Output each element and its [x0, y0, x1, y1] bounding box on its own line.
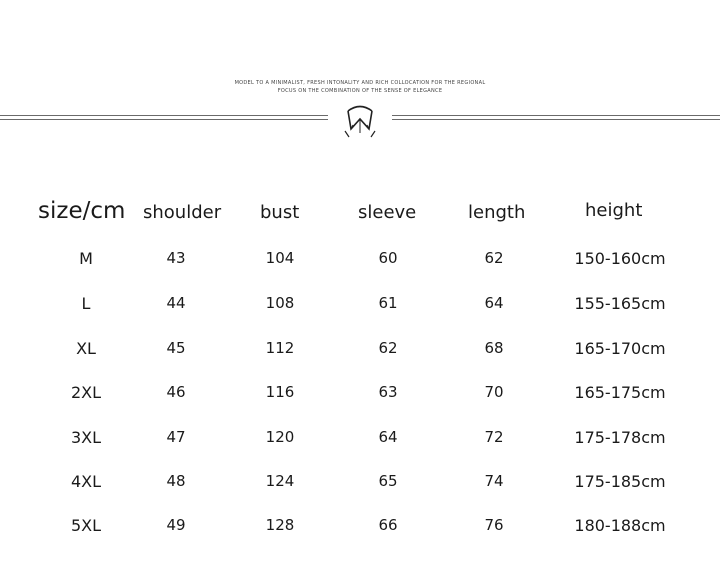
length-cell: 64 — [484, 294, 504, 312]
shoulder-cell: 46 — [166, 383, 186, 401]
bust-cell: 104 — [265, 249, 295, 267]
tagline-line-1: MODEL TO A MINIMALIST, FRESH INTONALITY AND RICH COLLOCATION FOR THE REGIONAL — [234, 80, 486, 86]
size-cell: XL — [76, 339, 96, 358]
tagline-line-2: FOCUS ON THE COMBINATION OF THE SENSE OF ELEGANCE — [277, 88, 443, 94]
height-cell: 150-160cm — [574, 249, 666, 268]
length-cell: 70 — [484, 383, 504, 401]
sleeve-cell: 66 — [378, 516, 398, 534]
left-rule-top — [0, 115, 328, 116]
bust-header: bust — [260, 202, 300, 223]
length-header: length — [468, 202, 526, 223]
shoulder-header: shoulder — [143, 202, 222, 223]
height-cell: 155-165cm — [574, 294, 666, 313]
bust-cell: 108 — [265, 294, 295, 312]
right-rule-bottom — [392, 119, 720, 120]
height-cell: 165-175cm — [574, 383, 666, 402]
shoulder-cell: 44 — [166, 294, 186, 312]
height-cell: 180-188cm — [574, 516, 666, 535]
height-header: height — [585, 200, 643, 221]
sleeve-cell: 60 — [378, 249, 398, 267]
shirt-collar-icon — [339, 99, 381, 141]
size-cell: 2XL — [70, 383, 102, 402]
length-cell: 68 — [484, 339, 504, 357]
height-cell: 165-170cm — [574, 339, 666, 358]
size-cell: 5XL — [70, 516, 102, 535]
length-cell: 76 — [484, 516, 504, 534]
shoulder-cell: 49 — [166, 516, 186, 534]
sleeve-header: sleeve — [358, 202, 417, 223]
shoulder-cell: 47 — [166, 428, 186, 446]
height-cell: 175-178cm — [574, 428, 666, 447]
length-cell: 74 — [484, 472, 504, 490]
shoulder-cell: 45 — [166, 339, 186, 357]
shoulder-cell: 43 — [166, 249, 186, 267]
length-cell: 62 — [484, 249, 504, 267]
sleeve-cell: 61 — [378, 294, 398, 312]
tagline — [0, 79, 720, 95]
size-header: size/cm — [38, 198, 126, 224]
height-cell: 175-185cm — [574, 472, 666, 491]
sleeve-cell: 64 — [378, 428, 398, 446]
bust-cell: 128 — [265, 516, 295, 534]
left-rule-bottom — [0, 119, 328, 120]
bust-cell: 124 — [265, 472, 295, 490]
size-cell: M — [79, 249, 93, 268]
sleeve-cell: 62 — [378, 339, 398, 357]
sleeve-cell: 63 — [378, 383, 398, 401]
shoulder-cell: 48 — [166, 472, 186, 490]
bust-cell: 116 — [265, 383, 295, 401]
bust-cell: 120 — [265, 428, 295, 446]
size-cell: 3XL — [70, 428, 102, 447]
sleeve-cell: 65 — [378, 472, 398, 490]
size-cell: L — [81, 294, 91, 313]
right-rule-top — [392, 115, 720, 116]
length-cell: 72 — [484, 428, 504, 446]
size-cell: 4XL — [70, 472, 102, 491]
bust-cell: 112 — [265, 339, 295, 357]
